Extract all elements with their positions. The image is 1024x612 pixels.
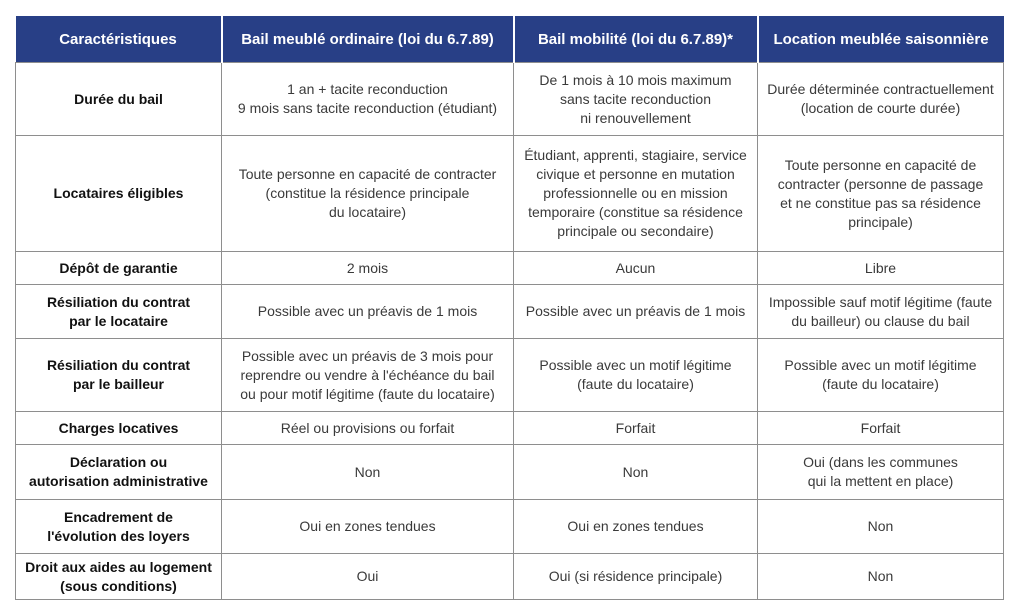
row-aides-logement <box>16 554 1004 600</box>
header-location-saisonniere: Location meublée saisonnière <box>758 16 1004 63</box>
row-locataires-eligibles <box>16 136 1004 252</box>
cell-bail-meuble: Possible avec un préavis de 1 mois <box>222 285 514 339</box>
cell-location-saisonniere: Forfait <box>758 412 1004 445</box>
cell-bail-meuble: Réel ou provisions ou forfait <box>222 412 514 445</box>
cell-bail-meuble: 2 mois <box>222 252 514 285</box>
cell-location-saisonniere: Libre <box>758 252 1004 285</box>
row-label: Déclaration ou autorisation administrative <box>16 445 222 500</box>
cell-bail-meuble: Non <box>222 445 514 500</box>
cell-location-saisonniere: Durée déterminée contractuellement (location de courte durée) <box>758 63 1004 136</box>
cell-bail-mobilite: Possible avec un motif légitime (faute du locataire) <box>514 339 758 412</box>
cell-bail-mobilite: Oui (si résidence principale) <box>514 554 758 600</box>
row-resiliation-locataire <box>16 285 1004 339</box>
row-label: Droit aux aides au logement (sous conditions) <box>16 554 222 600</box>
row-resiliation-bailleur <box>16 339 1004 412</box>
row-label: Encadrement de l'évolution des loyers <box>16 500 222 554</box>
cell-bail-meuble: 1 an + tacite reconduction 9 mois sans tacite reconduction (étudiant) <box>222 63 514 136</box>
cell-location-saisonniere: Impossible sauf motif légitime (faute du bailleur) ou clause du bail <box>758 285 1004 339</box>
cell-location-saisonniere: Non <box>758 500 1004 554</box>
row-charges-locatives <box>16 412 1004 445</box>
cell-bail-mobilite: Étudiant, apprenti, stagiaire, service civique et personne en mutation professionnelle ou en mission temporaire (constitue sa résidence principale ou secondaire) <box>514 136 758 252</box>
cell-bail-meuble: Toute personne en capacité de contracter (constitue la résidence principale du locataire) <box>222 136 514 252</box>
header-row <box>16 16 1004 63</box>
cell-bail-mobilite: De 1 mois à 10 mois maximum sans tacite reconduction ni renouvellement <box>514 63 758 136</box>
row-label: Résiliation du contrat par le bailleur <box>16 339 222 412</box>
cell-bail-meuble: Oui en zones tendues <box>222 500 514 554</box>
row-label: Charges locatives <box>16 412 222 445</box>
cell-bail-mobilite: Non <box>514 445 758 500</box>
cell-location-saisonniere: Non <box>758 554 1004 600</box>
header-bail-meuble-ordinaire: Bail meublé ordinaire (loi du 6.7.89) <box>222 16 514 63</box>
cell-bail-mobilite: Forfait <box>514 412 758 445</box>
row-duree-du-bail <box>16 63 1004 136</box>
cell-bail-meuble: Oui <box>222 554 514 600</box>
comparison-table <box>15 16 1004 600</box>
cell-location-saisonniere: Toute personne en capacité de contracter (personne de passage et ne constitue pas sa résidence principale) <box>758 136 1004 252</box>
cell-bail-mobilite: Oui en zones tendues <box>514 500 758 554</box>
row-label: Résiliation du contrat par le locataire <box>16 285 222 339</box>
row-declaration <box>16 445 1004 500</box>
header-caracteristiques: Caractéristiques <box>16 16 222 63</box>
cell-location-saisonniere: Oui (dans les communes qui la mettent en place) <box>758 445 1004 500</box>
row-label: Durée du bail <box>16 63 222 136</box>
row-encadrement-loyers <box>16 500 1004 554</box>
cell-bail-meuble: Possible avec un préavis de 3 mois pour reprendre ou vendre à l'échéance du bail ou pour motif légitime (faute du locataire) <box>222 339 514 412</box>
row-depot-de-garantie <box>16 252 1004 285</box>
cell-bail-mobilite: Aucun <box>514 252 758 285</box>
header-bail-mobilite: Bail mobilité (loi du 6.7.89)* <box>514 16 758 63</box>
row-label: Dépôt de garantie <box>16 252 222 285</box>
cell-location-saisonniere: Possible avec un motif légitime (faute du locataire) <box>758 339 1004 412</box>
cell-bail-mobilite: Possible avec un préavis de 1 mois <box>514 285 758 339</box>
row-label: Locataires éligibles <box>16 136 222 252</box>
